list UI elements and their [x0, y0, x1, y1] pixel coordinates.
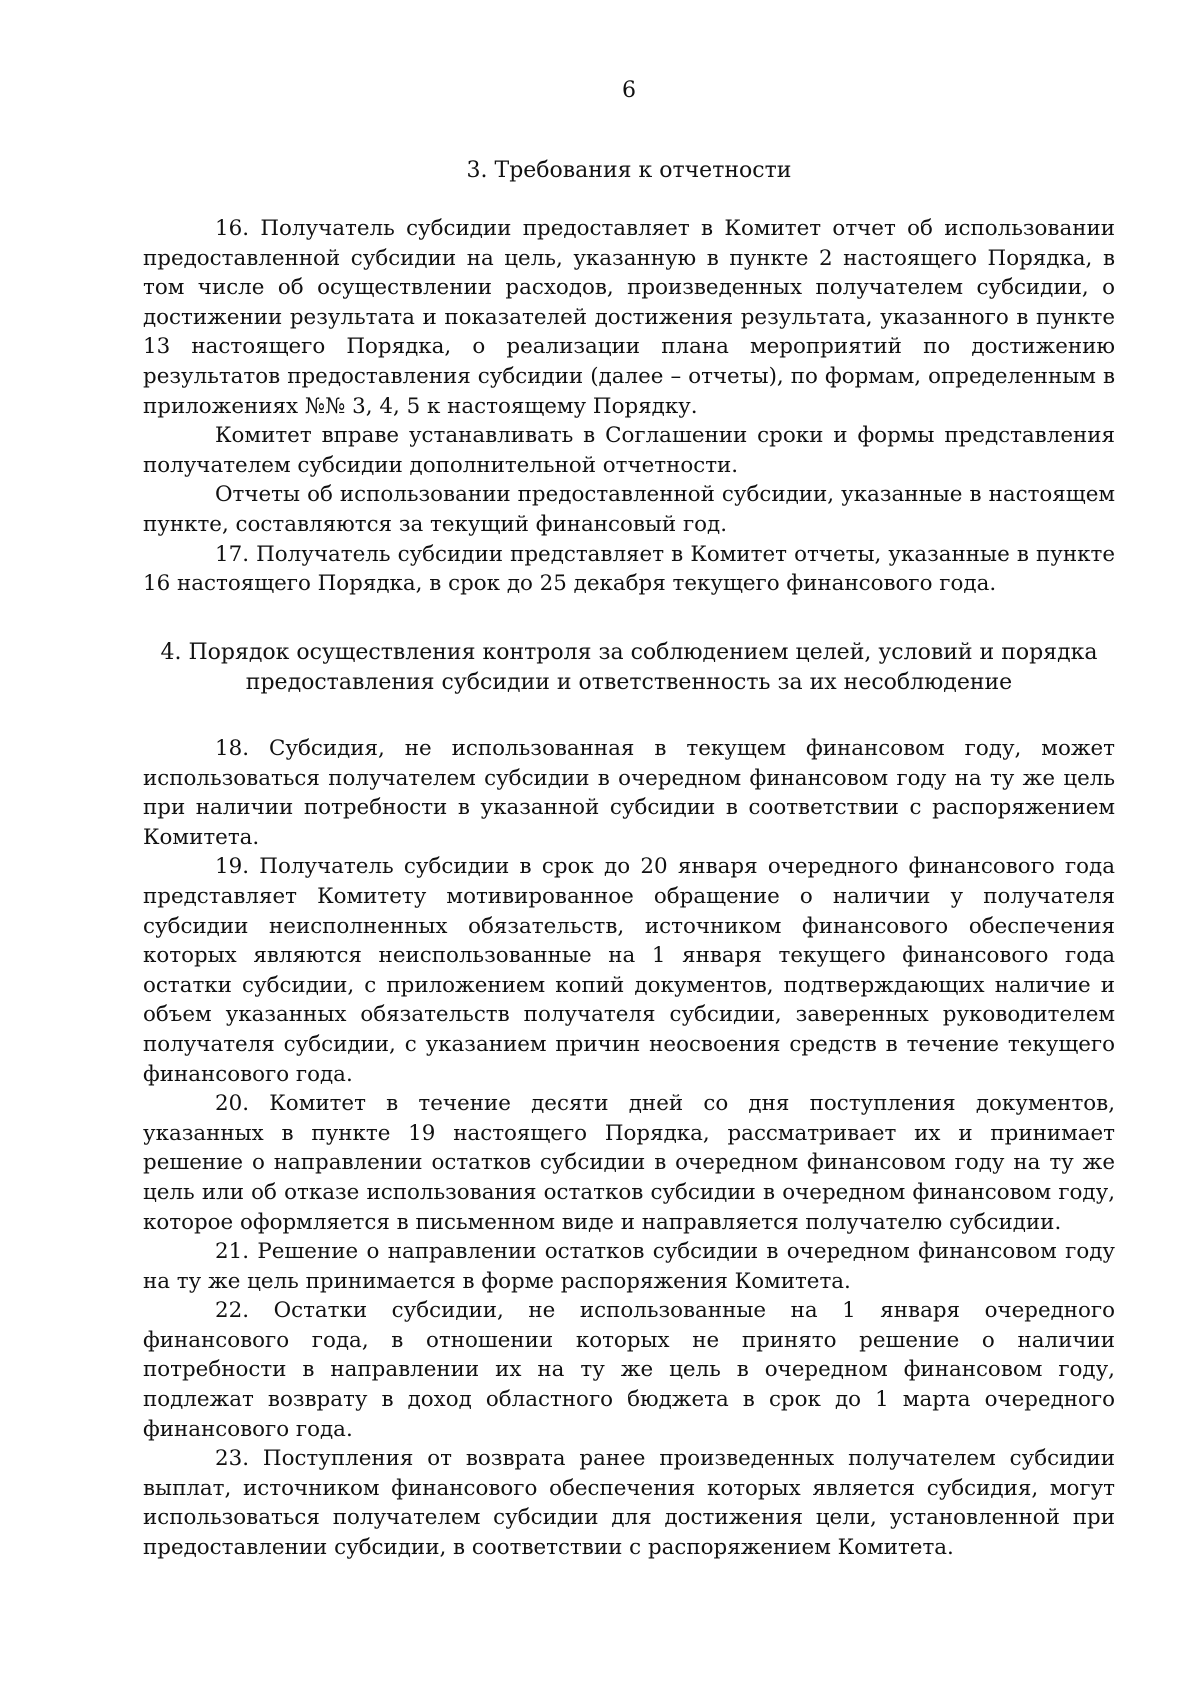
paragraph-17: 17. Получатель субсидии представляет в Комитет отчеты, указанные в пункте 16 настоящего Порядка, в срок до 25 декабря текущего финансового года. — [143, 541, 1115, 597]
document-page — [143, 0, 1115, 1698]
paragraph-23: 23. Поступления от возврата ранее произведенных получателем субсидии выплат, источником финансового обеспечения которых является субсидия, могут использоваться получателем субсидии для достижения цели, установленной при предоставлении субсидии, в соответствии с распоряжением Комитета. — [143, 1446, 1115, 1561]
section-3-heading: 3. Требования к отчетности — [466, 158, 792, 183]
section-4-heading-line-1: 4. Порядок осуществления контроля за соблюдением целей, условий и порядка — [160, 640, 1098, 665]
paragraph-19: 19. Получатель субсидии в срок до 20 января очередного финансового года представляет Комитету мотивированное обращение о наличии у получателя субсидии неисполненных обязательств, источником финансового обеспечения которых являются неиспользованные на 1 января текущего финансового года остатки субсидии, с приложением копий документов, подтверждающих наличие и объем указанных обязательств получателя субсидии, заверенных руководителем получателя субсидии, с указанием причин неосвоения средств в течение текущего финансового года. — [143, 854, 1115, 1087]
section-4-heading — [143, 638, 1115, 698]
paragraph-21: 21. Решение о направлении остатков субсидии в очередном финансовом году на ту же цель принимается в форме распоряжения Комитета. — [143, 1239, 1115, 1294]
paragraph-20: 20. Комитет в течение десяти дней со дня поступления документов, указанных в пункте 19 настоящего Порядка, рассматривает их и принимает решение о направлении остатков субсидии в очередном финансовом году на ту же цель или об отказе использования остатков субсидии в очередном финансовом году, которое оформляется в письменном виде и направляется получателю субсидии. — [143, 1091, 1115, 1235]
page-number: 6 — [622, 78, 636, 103]
paragraph-16-reports-period: Отчеты об использовании предоставленной субсидии, указанные в настоящем пункте, составляются за текущий финансовый год. — [143, 482, 1115, 537]
paragraph-18: 18. Субсидия, не использованная в текущем финансовом году, может использоваться получателем субсидии в очередном финансовом году на ту же цель при наличии потребности в указанной субсидии в соответствии с распоряжением Комитета. — [143, 736, 1115, 850]
section-4-body — [143, 734, 1115, 1563]
paragraph-16-committee-rights: Комитет вправе устанавливать в Соглашении сроки и формы представления получателем субсидии дополнительной отчетности. — [143, 423, 1115, 478]
paragraph-22: 22. Остатки субсидии, не использованные на 1 января очередного финансового года, в отношении которых не принято решение о наличии потребности в направлении их на ту же цель в очередном финансовом году, подлежат возврату в доход областного бюджета в срок до 1 марта очередного финансового года. — [143, 1298, 1115, 1442]
section-4-heading-line-2: предоставления субсидии и ответственность за их несоблюдение — [245, 670, 1013, 695]
paragraph-16: 16. Получатель субсидии предоставляет в Комитет отчет об использовании предоставленной субсидии на цель, указанную в пункте 2 настоящего Порядка, в том числе об осуществлении расходов, произведенных получателем субсидии, о достижении результата и показателей достижения результата, указанного в пункте 13 настоящего Порядка, о реализации плана мероприятий по достижению результатов предоставления субсидии (далее – отчеты), по формам, определенным в приложениях №№ 3, 4, 5 к настоящему Порядку. — [143, 216, 1115, 419]
section-3-body — [143, 214, 1115, 599]
